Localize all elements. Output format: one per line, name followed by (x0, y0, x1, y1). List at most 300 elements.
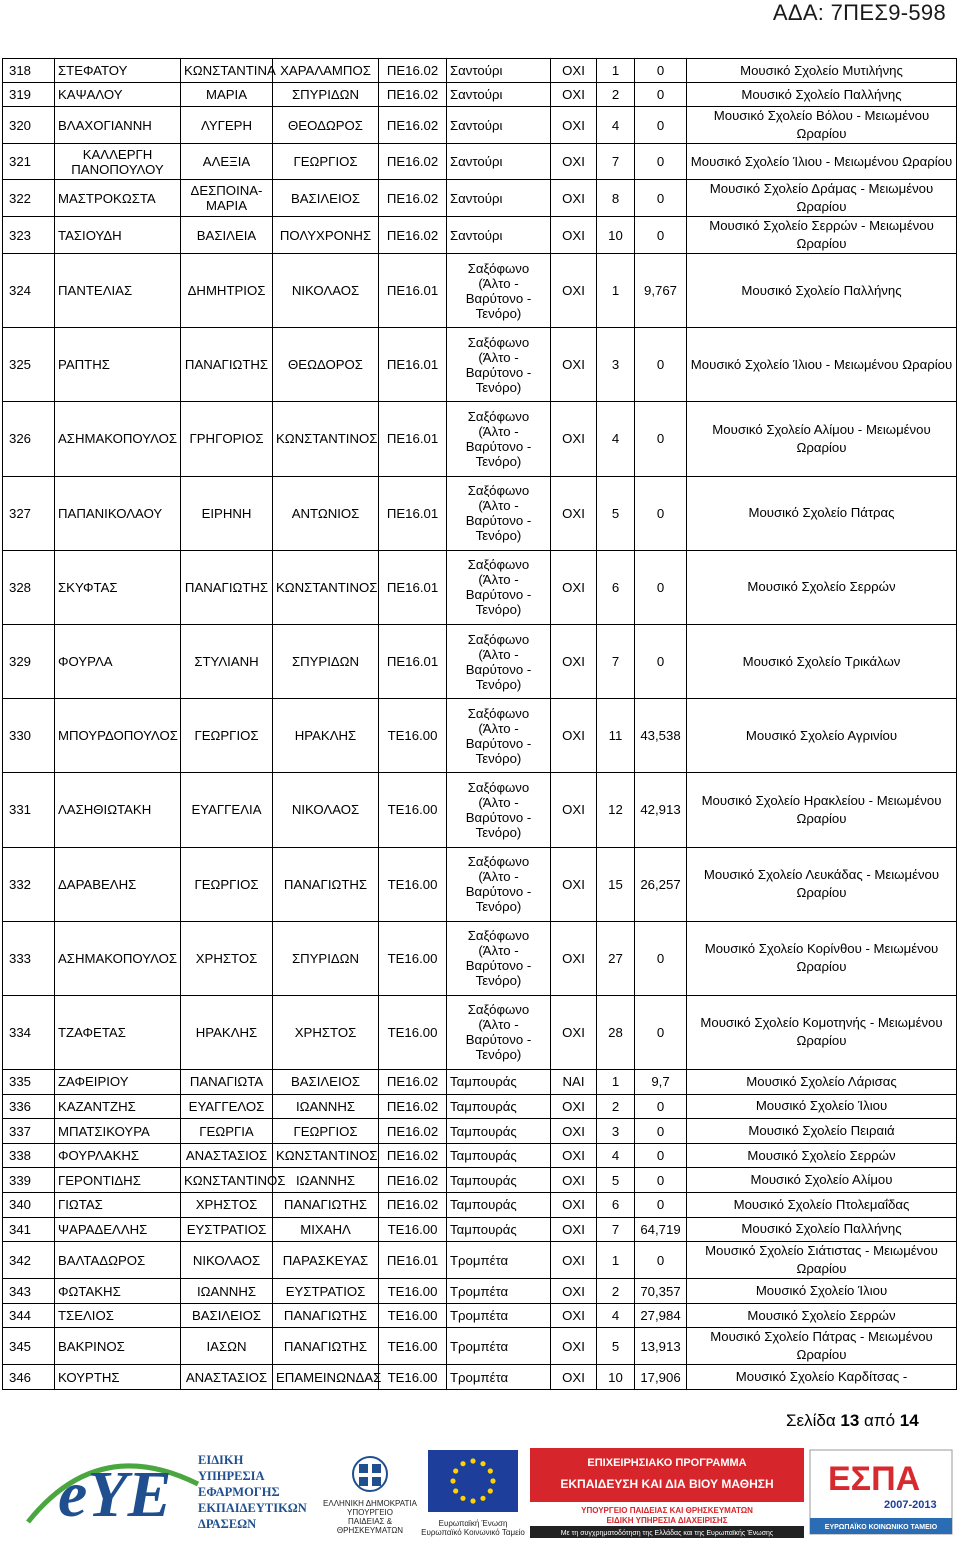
priority-flag-cell: ΟΧΙ (551, 773, 597, 847)
school-cell: Μουσικό Σχολείο Ίλιου (687, 1279, 957, 1304)
instrument-cell: Σαντούρι (447, 217, 551, 254)
table-row (3, 107, 957, 144)
priority-flag-cell: ΟΧΙ (551, 1242, 597, 1279)
school-cell: Μουσικό Σχολείο Λάρισας (687, 1070, 957, 1095)
row-number-cell: 327 (3, 476, 55, 550)
score-cell: 0 (635, 83, 687, 107)
instrument-cell: Τρομπέτα (447, 1242, 551, 1279)
priority-flag-cell: ΟΧΙ (551, 476, 597, 550)
eu-star-icon (490, 1478, 495, 1483)
row-number-cell: 333 (3, 921, 55, 995)
score-cell: 0 (635, 1143, 687, 1168)
instrument-cell: Σαντούρι (447, 59, 551, 83)
rank-cell: 6 (597, 1193, 635, 1218)
rank-cell: 15 (597, 847, 635, 921)
eye-logo-line-4: ΕΚΠΑΙΔΕΥΤΙΚΩΝ (198, 1501, 307, 1515)
surname-cell: ΦΟΥΡΛΑΚΗΣ (55, 1143, 181, 1168)
table-row (3, 773, 957, 847)
school-cell: Μουσικό Σχολείο Πάτρας - Μειωμένου Ωραρίου (687, 1328, 957, 1365)
priority-flag-cell: ΟΧΙ (551, 402, 597, 476)
first-name-cell: ΔΗΜΗΤΡΙΟΣ (181, 254, 273, 328)
instrument-cell: Σαντούρι (447, 107, 551, 144)
instrument-cell: Σαξόφωνο (Άλτο - Βαρύτονο - Τενόρο) (447, 699, 551, 773)
rank-cell: 11 (597, 699, 635, 773)
rank-cell: 5 (597, 1168, 635, 1193)
school-cell: Μουσικό Σχολείο Παλλήνης (687, 83, 957, 107)
father-name-cell: ΓΕΩΡΓΙΟΣ (273, 144, 379, 180)
priority-flag-cell: ΟΧΙ (551, 1365, 597, 1390)
row-number-cell: 345 (3, 1328, 55, 1365)
rank-cell: 4 (597, 402, 635, 476)
score-cell: 9,7 (635, 1070, 687, 1095)
rank-cell: 3 (597, 1119, 635, 1144)
priority-flag-cell: ΟΧΙ (551, 1094, 597, 1119)
first-name-cell: ΚΩΝΣΤΑΝΤΙΝΑ (181, 59, 273, 83)
priority-flag-cell: ΟΧΙ (551, 624, 597, 698)
row-number-cell: 338 (3, 1143, 55, 1168)
school-cell: Μουσικό Σχολείο Λευκάδας - Μειωμένου Ωραρίου (687, 847, 957, 921)
eu-caption-2: Ευρωπαϊκό Κοινωνικό Ταμείο (421, 1528, 525, 1537)
rank-cell: 8 (597, 180, 635, 217)
first-name-cell: ΧΡΗΣΤΟΣ (181, 921, 273, 995)
surname-cell: ΜΠΟΥΡΔΟΠΟΥΛΟΣ (55, 699, 181, 773)
rank-cell: 2 (597, 1279, 635, 1304)
specialty-cell: ΤΕ16.00 (379, 773, 447, 847)
surname-cell: ΤΑΣΙΟΥΔΗ (55, 217, 181, 254)
first-name-cell: ΒΑΣΙΛΕΙΟΣ (181, 1303, 273, 1328)
surname-cell: ΚΟΥΡΤΗΣ (55, 1365, 181, 1390)
row-number-cell: 334 (3, 995, 55, 1069)
table-row (3, 180, 957, 217)
father-name-cell: ΚΩΝΣΤΑΝΤΙΝΟΣ (273, 550, 379, 624)
row-number-cell: 339 (3, 1168, 55, 1193)
eu-star-icon (470, 1498, 475, 1503)
instrument-cell: Σαντούρι (447, 180, 551, 217)
table-row (3, 254, 957, 328)
priority-flag-cell: ΟΧΙ (551, 1279, 597, 1304)
score-cell: 13,913 (635, 1328, 687, 1365)
instrument-cell: Ταμπουράς (447, 1217, 551, 1242)
eu-star-icon (480, 1461, 485, 1466)
rank-cell: 27 (597, 921, 635, 995)
table-row (3, 59, 957, 83)
priority-flag-cell: ΟΧΙ (551, 254, 597, 328)
table-row (3, 1217, 957, 1242)
row-number-cell: 318 (3, 59, 55, 83)
school-cell: Μουσικό Σχολείο Ίλιου (687, 1094, 957, 1119)
table-row (3, 921, 957, 995)
table-row (3, 699, 957, 773)
table-row (3, 847, 957, 921)
father-name-cell: ΘΕΩΔΟΡΟΣ (273, 328, 379, 402)
rank-cell: 28 (597, 995, 635, 1069)
specialty-cell: ΠΕ16.02 (379, 217, 447, 254)
page-label: Σελίδα (786, 1411, 836, 1430)
rank-cell: 6 (597, 550, 635, 624)
eye-logo-letters: eYE (58, 1458, 172, 1531)
page-current: 13 (840, 1411, 860, 1430)
specialty-cell: ΠΕ16.02 (379, 1143, 447, 1168)
school-cell: Μουσικό Σχολείο Αγρινίου (687, 699, 957, 773)
row-number-cell: 332 (3, 847, 55, 921)
greek-emblem-icon (350, 1454, 390, 1494)
score-cell: 0 (635, 180, 687, 217)
instrument-cell: Σαξόφωνο (Άλτο - Βαρύτονο - Τενόρο) (447, 847, 551, 921)
row-number-cell: 328 (3, 550, 55, 624)
table-row (3, 1242, 957, 1279)
surname-cell: ΒΑΛΤΑΔΩΡΟΣ (55, 1242, 181, 1279)
ministry-line-3: ΠΑΙΔΕΙΑΣ & ΘΡΗΣΚΕΥΜΑΤΩΝ (336, 1517, 404, 1535)
school-cell: Μουσικό Σχολείο Καρδίτσας - (687, 1365, 957, 1390)
banner-line-1: ΕΠΙΧΕΙΡΗΣΙΑΚΟ ΠΡΟΓΡΑΜΜΑ (587, 1457, 747, 1469)
score-cell: 0 (635, 328, 687, 402)
rank-cell: 1 (597, 254, 635, 328)
surname-cell: ΓΙΩΤΑΣ (55, 1193, 181, 1218)
instrument-cell: Σαξόφωνο (Άλτο - Βαρύτονο - Τενόρο) (447, 328, 551, 402)
first-name-cell: ΔΕΣΠΟΙΝΑ-ΜΑΡΙΑ (181, 180, 273, 217)
specialty-cell: ΠΕ16.02 (379, 1193, 447, 1218)
specialty-cell: ΠΕ16.01 (379, 254, 447, 328)
rank-cell: 7 (597, 1217, 635, 1242)
ada-code: ΑΔΑ: 7ΠΕΣ9-598 (772, 0, 946, 25)
first-name-cell: ΓΕΩΡΓΙΟΣ (181, 847, 273, 921)
priority-flag-cell: ΟΧΙ (551, 217, 597, 254)
priority-flag-cell: ΟΧΙ (551, 1119, 597, 1144)
row-number-cell: 330 (3, 699, 55, 773)
specialty-cell: ΠΕ16.02 (379, 59, 447, 83)
instrument-cell: Σαξόφωνο (Άλτο - Βαρύτονο - Τενόρο) (447, 254, 551, 328)
first-name-cell: ΑΝΑΣΤΑΣΙΟΣ (181, 1365, 273, 1390)
priority-flag-cell: ΟΧΙ (551, 1143, 597, 1168)
instrument-cell: Σαξόφωνο (Άλτο - Βαρύτονο - Τενόρο) (447, 402, 551, 476)
instrument-cell: Ταμπουράς (447, 1094, 551, 1119)
score-cell: 0 (635, 921, 687, 995)
eye-logo-line-5: ΔΡΑΣΕΩΝ (198, 1517, 257, 1531)
rank-cell: 10 (597, 1365, 635, 1390)
appointments-table-wrapper (2, 58, 956, 1390)
rank-cell: 4 (597, 1303, 635, 1328)
priority-flag-cell: ΟΧΙ (551, 1328, 597, 1365)
score-cell: 0 (635, 1094, 687, 1119)
father-name-cell: ΠΑΝΑΓΙΩΤΗΣ (273, 1193, 379, 1218)
espa-logo-graphic (808, 1448, 954, 1536)
surname-cell: ΚΑΛΛΕΡΓΗ ΠΑΝΟΠΟΥΛΟΥ (55, 144, 181, 180)
surname-cell: ΤΖΑΦΕΤΑΣ (55, 995, 181, 1069)
instrument-cell: Σαξόφωνο (Άλτο - Βαρύτονο - Τενόρο) (447, 476, 551, 550)
specialty-cell: ΠΕ16.02 (379, 83, 447, 107)
score-cell: 27,984 (635, 1303, 687, 1328)
school-cell: Μουσικό Σχολείο Πτολεμαΐδας (687, 1193, 957, 1218)
surname-cell: ΚΑΨΑΛΟΥ (55, 83, 181, 107)
score-cell: 0 (635, 144, 687, 180)
espa-logo (808, 1448, 954, 1536)
eye-logo-line-3: ΕΦΑΡΜΟΓΗΣ (198, 1485, 280, 1499)
row-number-cell: 324 (3, 254, 55, 328)
first-name-cell: ΓΕΩΡΓΙΟΣ (181, 699, 273, 773)
surname-cell: ΚΑΖΑΝΤΖΗΣ (55, 1094, 181, 1119)
score-cell: 0 (635, 1242, 687, 1279)
rank-cell: 10 (597, 217, 635, 254)
instrument-cell: Σαντούρι (447, 144, 551, 180)
instrument-cell: Σαξόφωνο (Άλτο - Βαρύτονο - Τενόρο) (447, 624, 551, 698)
first-name-cell: ΓΡΗΓΟΡΙΟΣ (181, 402, 273, 476)
ministry-line-2: ΥΠΟΥΡΓΕΙΟ (347, 1508, 393, 1517)
appointments-table (2, 58, 957, 1390)
specialty-cell: ΤΕ16.00 (379, 1217, 447, 1242)
father-name-cell: ΠΑΝΑΓΙΩΤΗΣ (273, 1328, 379, 1365)
banner-line-2: ΕΚΠΑΙΔΕΥΣΗ ΚΑΙ ΔΙΑ ΒΙΟΥ ΜΑΘΗΣΗ (560, 1477, 774, 1491)
eu-star-icon (453, 1468, 458, 1473)
score-cell: 9,767 (635, 254, 687, 328)
father-name-cell: ΕΥΣΤΡΑΤΙΟΣ (273, 1279, 379, 1304)
instrument-cell: Σαντούρι (447, 83, 551, 107)
eu-caption-1: Ευρωπαϊκή Ένωση (438, 1519, 508, 1528)
father-name-cell: ΣΠΥΡΙΔΩΝ (273, 921, 379, 995)
eu-star-icon (470, 1458, 475, 1463)
table-row (3, 550, 957, 624)
eye-logo-line-1: ΕΙΔΙΚΗ (198, 1453, 244, 1467)
table-row (3, 402, 957, 476)
row-number-cell: 344 (3, 1303, 55, 1328)
father-name-cell: ΚΩΝΣΤΑΝΤΙΝΟΣ (273, 1143, 379, 1168)
specialty-cell: ΠΕ16.02 (379, 107, 447, 144)
father-name-cell: ΠΑΝΑΓΙΩΤΗΣ (273, 847, 379, 921)
school-cell: Μουσικό Σχολείο Αλίμου - Μειωμένου Ωραρίου (687, 402, 957, 476)
school-cell: Μουσικό Σχολείο Πειραιά (687, 1119, 957, 1144)
instrument-cell: Ταμπουράς (447, 1143, 551, 1168)
father-name-cell: ΣΠΥΡΙΔΩΝ (273, 624, 379, 698)
father-name-cell: ΘΕΟΔΩΡΟΣ (273, 107, 379, 144)
priority-flag-cell: ΟΧΙ (551, 59, 597, 83)
first-name-cell: ΠΑΝΑΓΙΩΤΗΣ (181, 550, 273, 624)
rank-cell: 1 (597, 59, 635, 83)
father-name-cell: ΣΠΥΡΙΔΩΝ (273, 83, 379, 107)
priority-flag-cell: ΟΧΙ (551, 699, 597, 773)
surname-cell: ΣΚΥΦΤΑΣ (55, 550, 181, 624)
rank-cell: 12 (597, 773, 635, 847)
specialty-cell: ΠΕ16.01 (379, 1242, 447, 1279)
specialty-cell: ΠΕ16.01 (379, 476, 447, 550)
score-cell: 17,906 (635, 1365, 687, 1390)
surname-cell: ΓΕΡΟΝΤΙΔΗΣ (55, 1168, 181, 1193)
row-number-cell: 336 (3, 1094, 55, 1119)
specialty-cell: ΤΕ16.00 (379, 921, 447, 995)
father-name-cell: ΗΡΑΚΛΗΣ (273, 699, 379, 773)
father-name-cell: ΧΑΡΑΛΑΜΠΟΣ (273, 59, 379, 83)
father-name-cell: ΑΝΤΩΝΙΟΣ (273, 476, 379, 550)
first-name-cell: ΛΥΓΕΡΗ (181, 107, 273, 144)
row-number-cell: 341 (3, 1217, 55, 1242)
score-cell: 0 (635, 550, 687, 624)
row-number-cell: 340 (3, 1193, 55, 1218)
score-cell: 0 (635, 624, 687, 698)
specialty-cell: ΠΕ16.01 (379, 328, 447, 402)
school-cell: Μουσικό Σχολείο Κορίνθου - Μειωμένου Ωραρίου (687, 921, 957, 995)
priority-flag-cell: ΝΑΙ (551, 1070, 597, 1095)
first-name-cell: ΣΤΥΛΙΑΝΗ (181, 624, 273, 698)
specialty-cell: ΠΕ16.02 (379, 144, 447, 180)
surname-cell: ΦΟΥΡΛΑ (55, 624, 181, 698)
first-name-cell: ΧΡΗΣΤΟΣ (181, 1193, 273, 1218)
instrument-cell: Ταμπουράς (447, 1193, 551, 1218)
priority-flag-cell: ΟΧΙ (551, 995, 597, 1069)
instrument-cell: Σαξόφωνο (Άλτο - Βαρύτονο - Τενόρο) (447, 550, 551, 624)
eye-logo-line-2: ΥΠΗΡΕΣΙΑ (198, 1469, 265, 1483)
school-cell: Μουσικό Σχολείο Τρικάλων (687, 624, 957, 698)
program-banner (530, 1448, 804, 1538)
father-name-cell: ΕΠΑΜΕΙΝΩΝΔΑΣ (273, 1365, 379, 1390)
father-name-cell: ΠΑΡΑΣΚΕΥΑΣ (273, 1242, 379, 1279)
priority-flag-cell: ΟΧΙ (551, 83, 597, 107)
surname-cell: ΦΩΤΑΚΗΣ (55, 1279, 181, 1304)
table-row (3, 1328, 957, 1365)
row-number-cell: 331 (3, 773, 55, 847)
table-row (3, 1279, 957, 1304)
eu-star-icon (450, 1478, 455, 1483)
row-number-cell: 320 (3, 107, 55, 144)
score-cell: 0 (635, 217, 687, 254)
surname-cell: ΑΣΗΜΑΚΟΠΟΥΛΟΣ (55, 402, 181, 476)
first-name-cell: ΙΑΣΩΝ (181, 1328, 273, 1365)
first-name-cell: ΙΩΑΝΝΗΣ (181, 1279, 273, 1304)
specialty-cell: ΠΕ16.01 (379, 402, 447, 476)
rank-cell: 4 (597, 107, 635, 144)
specialty-cell: ΠΕ16.02 (379, 180, 447, 217)
father-name-cell: ΧΡΗΣΤΟΣ (273, 995, 379, 1069)
rank-cell: 2 (597, 1094, 635, 1119)
table-row (3, 83, 957, 107)
footer-logos (0, 1444, 960, 1542)
school-cell: Μουσικό Σχολείο Σιάτιστας - Μειωμένου Ωραρίου (687, 1242, 957, 1279)
surname-cell: ΒΛΑΧΟΓΙΑΝΝΗ (55, 107, 181, 144)
specialty-cell: ΠΕ16.02 (379, 1119, 447, 1144)
first-name-cell: ΑΝΑΣΤΑΣΙΟΣ (181, 1143, 273, 1168)
score-cell: 0 (635, 476, 687, 550)
instrument-cell: Ταμπουράς (447, 1168, 551, 1193)
first-name-cell: ΓΕΩΡΓΙΑ (181, 1119, 273, 1144)
rank-cell: 5 (597, 476, 635, 550)
ministry-logo (320, 1454, 420, 1536)
specialty-cell: ΤΕ16.00 (379, 1365, 447, 1390)
priority-flag-cell: ΟΧΙ (551, 847, 597, 921)
table-row (3, 1070, 957, 1095)
table-row (3, 1094, 957, 1119)
eu-star-icon (460, 1461, 465, 1466)
priority-flag-cell: ΟΧΙ (551, 921, 597, 995)
row-number-cell: 325 (3, 328, 55, 402)
school-cell: Μουσικό Σχολείο Πάτρας (687, 476, 957, 550)
surname-cell: ΒΑΚΡΙΝΟΣ (55, 1328, 181, 1365)
score-cell: 0 (635, 1193, 687, 1218)
row-number-cell: 321 (3, 144, 55, 180)
father-name-cell: ΚΩΝΣΤΑΝΤΙΝΟΣ (273, 402, 379, 476)
rank-cell: 3 (597, 328, 635, 402)
school-cell: Μουσικό Σχολείο Βόλου - Μειωμένου Ωραρίου (687, 107, 957, 144)
row-number-cell: 322 (3, 180, 55, 217)
row-number-cell: 337 (3, 1119, 55, 1144)
specialty-cell: ΠΕ16.02 (379, 1168, 447, 1193)
surname-cell: ΣΤΕΦΑΤΟΥ (55, 59, 181, 83)
specialty-cell: ΤΕ16.00 (379, 847, 447, 921)
instrument-cell: Ταμπουράς (447, 1119, 551, 1144)
father-name-cell: ΝΙΚΟΛΑΟΣ (273, 773, 379, 847)
first-name-cell: ΕΥΑΓΓΕΛΟΣ (181, 1094, 273, 1119)
father-name-cell: ΓΕΩΡΓΙΟΣ (273, 1119, 379, 1144)
specialty-cell: ΤΕ16.00 (379, 1303, 447, 1328)
school-cell: Μουσικό Σχολείο Σερρών - Μειωμένου Ωραρίου (687, 217, 957, 254)
table-row (3, 1193, 957, 1218)
priority-flag-cell: ΟΧΙ (551, 1168, 597, 1193)
specialty-cell: ΠΕ16.01 (379, 550, 447, 624)
specialty-cell: ΤΕ16.00 (379, 1328, 447, 1365)
priority-flag-cell: ΟΧΙ (551, 144, 597, 180)
eye-logo (18, 1444, 308, 1536)
first-name-cell: ΚΩΝΣΤΑΝΤΙΝΟΣ (181, 1168, 273, 1193)
rank-cell: 2 (597, 83, 635, 107)
surname-cell: ΠΑΝΤΕΛΙΑΣ (55, 254, 181, 328)
school-cell: Μουσικό Σχολείο Κομοτηνής - Μειωμένου Ωραρίου (687, 995, 957, 1069)
score-cell: 0 (635, 107, 687, 144)
row-number-cell: 329 (3, 624, 55, 698)
first-name-cell: ΒΑΣΙΛΕΙΑ (181, 217, 273, 254)
specialty-cell: ΤΕ16.00 (379, 995, 447, 1069)
page-of: από (864, 1411, 896, 1430)
specialty-cell: ΠΕ16.01 (379, 624, 447, 698)
eu-star-icon (480, 1496, 485, 1501)
rank-cell: 4 (597, 1143, 635, 1168)
eu-star-icon (453, 1488, 458, 1493)
table-row (3, 1303, 957, 1328)
father-name-cell: ΙΩΑΝΝΗΣ (273, 1094, 379, 1119)
table-row (3, 476, 957, 550)
espa-title: ΕΣΠΑ (828, 1460, 921, 1498)
table-body (3, 59, 957, 1390)
row-number-cell: 323 (3, 217, 55, 254)
score-cell: 26,257 (635, 847, 687, 921)
surname-cell: ΛΑΣΗΘΙΩΤΑΚΗ (55, 773, 181, 847)
surname-cell: ΖΑΦΕΙΡΙΟΥ (55, 1070, 181, 1095)
school-cell: Μουσικό Σχολείο Σερρών (687, 1143, 957, 1168)
instrument-cell: Τρομπέτα (447, 1303, 551, 1328)
school-cell: Μουσικό Σχολείο Αλίμου (687, 1168, 957, 1193)
priority-flag-cell: ΟΧΙ (551, 180, 597, 217)
row-number-cell: 343 (3, 1279, 55, 1304)
page-number (786, 1411, 919, 1431)
father-name-cell: ΠΑΝΑΓΙΩΤΗΣ (273, 1303, 379, 1328)
surname-cell: ΤΣΕΛΙΟΣ (55, 1303, 181, 1328)
surname-cell: ΨΑΡΑΔΕΛΛΗΣ (55, 1217, 181, 1242)
school-cell: Μουσικό Σχολείο Δράμας - Μειωμένου Ωραρίου (687, 180, 957, 217)
priority-flag-cell: ΟΧΙ (551, 550, 597, 624)
surname-cell: ΜΠΑΤΣΙΚΟΥΡΑ (55, 1119, 181, 1144)
eu-logo (418, 1448, 528, 1538)
instrument-cell: Σαξόφωνο (Άλτο - Βαρύτονο - Τενόρο) (447, 921, 551, 995)
table-row (3, 1119, 957, 1144)
table-row (3, 1143, 957, 1168)
banner-line-5: Με τη συγχρηματοδότηση της Ελλάδας και της Ευρωπαϊκής Ένωσης (560, 1530, 774, 1537)
specialty-cell: ΠΕ16.02 (379, 1070, 447, 1095)
score-cell: 64,719 (635, 1217, 687, 1242)
eu-star-icon (488, 1488, 493, 1493)
priority-flag-cell: ΟΧΙ (551, 328, 597, 402)
eu-flag-icon (418, 1448, 528, 1514)
table-row (3, 217, 957, 254)
score-cell: 42,913 (635, 773, 687, 847)
surname-cell: ΔΑΡΑΒΕΛΗΣ (55, 847, 181, 921)
instrument-cell: Τρομπέτα (447, 1365, 551, 1390)
ministry-line-1: ΕΛΛΗΝΙΚΗ ΔΗΜΟΚΡΑΤΙΑ (323, 1499, 417, 1508)
first-name-cell: ΠΑΝΑΓΙΩΤΑ (181, 1070, 273, 1095)
